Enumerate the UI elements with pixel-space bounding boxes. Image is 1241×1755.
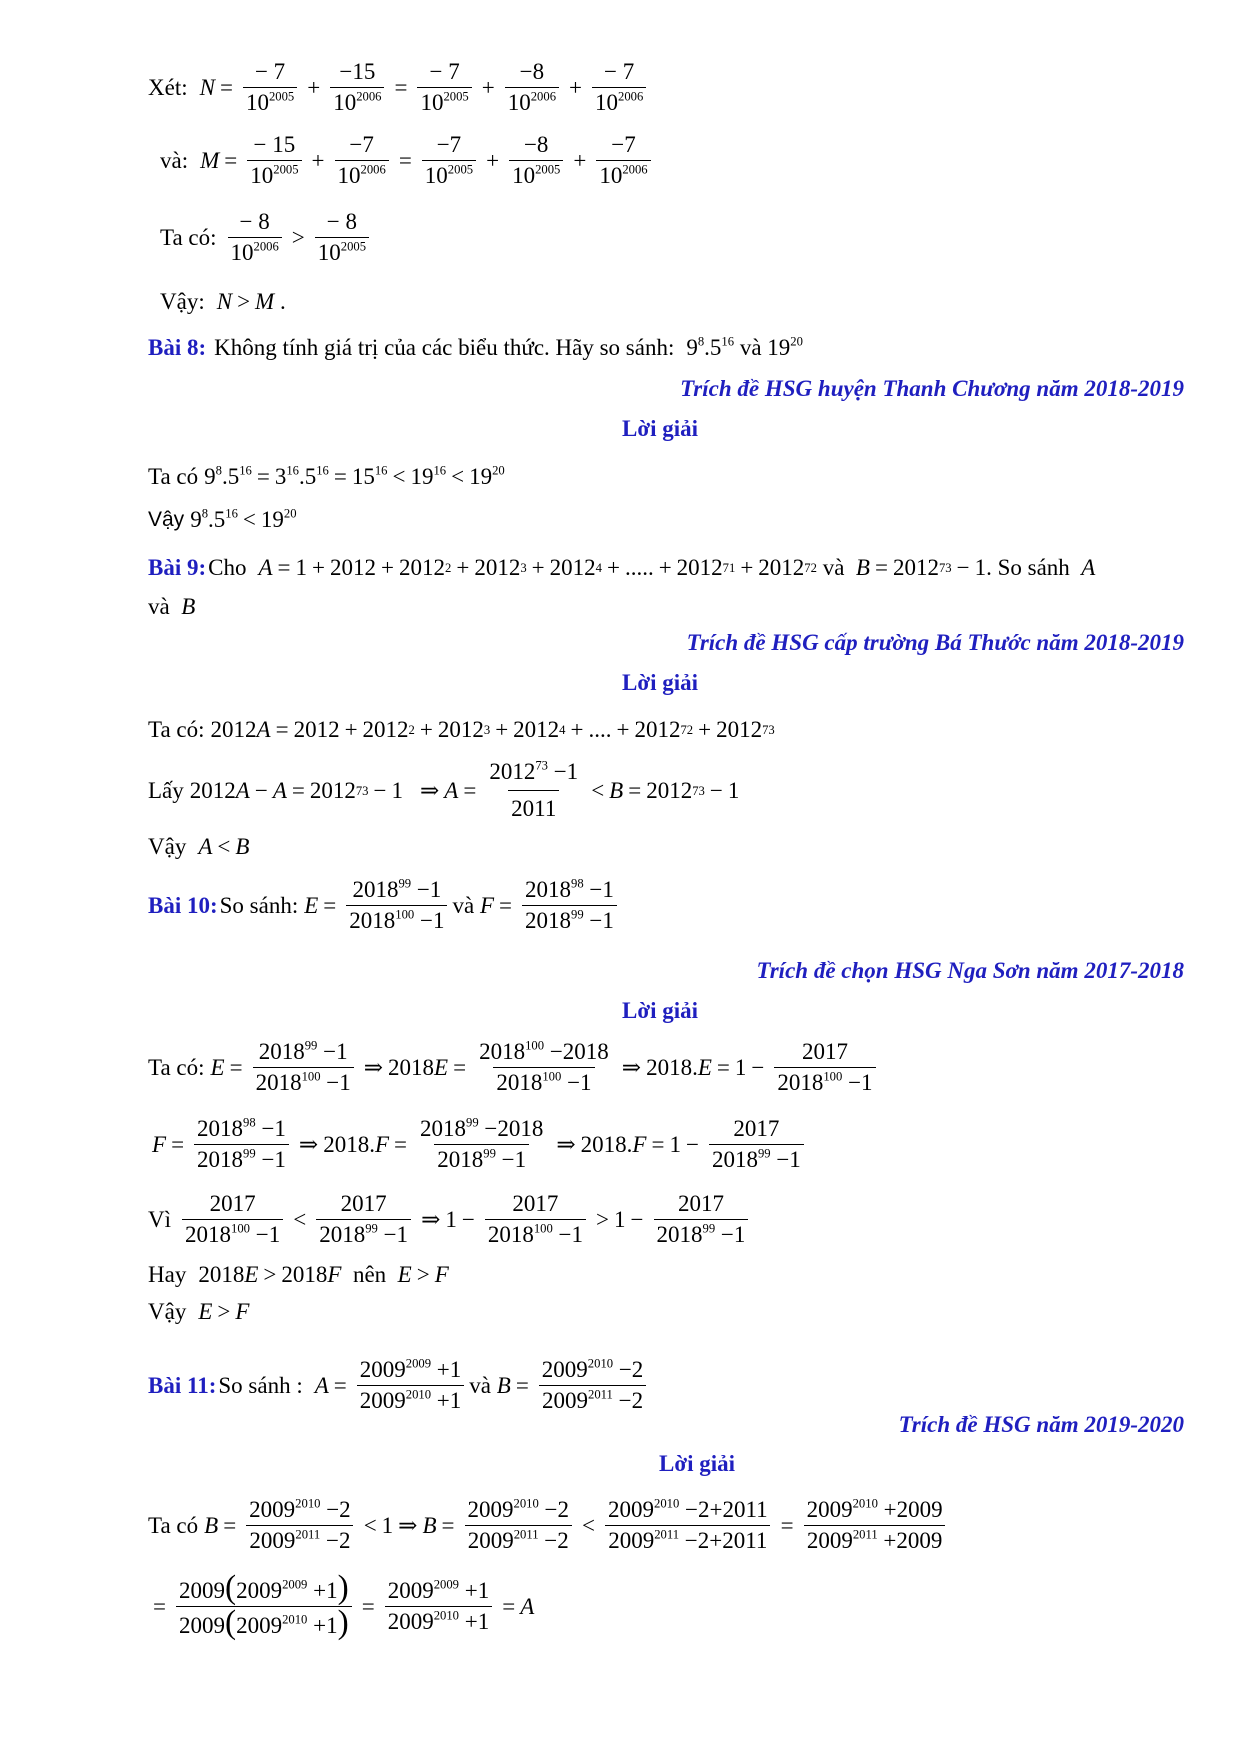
bai11-statement: Bài 11: So sánh : A = $\frac{2009^{2009} +1}{2009^{2010} +1}$ và B = $\frac{2009^{2010} -2}{2009^{2011} -2}$ — [148, 1358, 651, 1413]
bai9-solution-line2: Lấy 2012 A − A = 2012 73 − 1 ⇒ A = $\frac{2012^{73} -1}{2011}$ < B = 2012 73 − 1 — [148, 758, 740, 822]
vay-label: Vậy — [148, 1299, 187, 1324]
ta-co-label: Ta có: — [160, 225, 217, 251]
bai9-va-2: và — [148, 594, 170, 619]
so-sanh-label: So sánh : — [218, 1373, 303, 1399]
bai10-va: và — [452, 893, 475, 919]
bai9-conclusion-line: Vậy A < B — [148, 834, 250, 859]
vi-label: Vì — [148, 1207, 171, 1233]
hay-label: Hay — [148, 1262, 187, 1287]
bai8-solution-line: Ta có $9^8.5^{16}$ = $3^{16}.5^{16}$ = $15^{16}$ < $19^{16}$ < $19^{20}$ — [148, 463, 505, 489]
vay-n-m-line: Vậy: N > M . — [160, 289, 286, 314]
bai10-label: Bài 10: — [148, 893, 218, 919]
bai10-statement: Bài 10: So sánh: E = $\frac{2018^{99} -1}{2018^{100} -1}$ và F = $\frac{2018^{98} -1}{2018^{99} -1}$ — [148, 878, 622, 933]
bai10-loi-giai: Lời giải — [622, 998, 698, 1023]
bai9-source: Trích đề HSG cấp trường Bá Thước năm 2018-2019 — [686, 630, 1184, 655]
bai11-label: Bài 11: — [148, 1373, 217, 1399]
bai8-va: và — [739, 335, 762, 360]
bai10-source: Trích đề chọn HSG Nga Sơn năm 2017-2018 — [756, 958, 1184, 983]
va-m-line: và: M = $\frac{- 15}{10^{2005}}$ + $\frac{-7}{10^{2006}}$ = $\frac{-7}{10^{2005}}$ + $\frac{-8}{10^{2005}}$ + $\frac{-7}{10^{2006}}$ — [160, 133, 656, 188]
bai11-source: Trích đề HSG năm 2019-2020 — [898, 1412, 1184, 1437]
bai11-loi-giai: Lời giải — [659, 1451, 735, 1476]
bai10-solution-line4: Hay 2018 E > 2018 F nên E > F — [148, 1262, 449, 1287]
bai9-loi-giai: Lời giải — [622, 670, 698, 695]
nen-label: nên — [352, 1262, 387, 1287]
va-label: và: — [160, 148, 189, 174]
ta-co-label: Ta có — [148, 464, 199, 489]
bai11-solution-line2: = $\frac{2009(2009^{2009} +1)}{2009(2009^{2010} +1)}$ = $\frac{2009^{2009} +1}{2009^{2010} +1}$ = A — [153, 1569, 535, 1642]
bai8-loi-giai: Lời giải — [622, 416, 698, 441]
bai10-solution-line1: Ta có: E = $\frac{2018^{99} -1}{2018^{100} -1}$ ⇒ 2018 E = $\frac{2018^{100} -2018}{2018^{100} -1}$ ⇒ 2018. E = 1 − $\frac{2017}{2018^{100} -1}$ — [148, 1040, 881, 1095]
bai9-so-sanh: . So sánh — [986, 555, 1070, 580]
bai11-va: và — [469, 1373, 491, 1399]
bai9-va: và — [822, 555, 845, 580]
cho-label: Cho — [208, 555, 247, 580]
xet-label: Xét: — [148, 75, 188, 101]
bai8-text: Không tính giá trị của các biểu thức. Hãy so sánh: — [214, 335, 675, 360]
lay-label: Lấy — [148, 778, 184, 804]
bai8-statement: Bài 8: Không tính giá trị của các biểu thức. Hãy so sánh: $9^8.5^{16}$ và $19^{20}$ — [148, 334, 803, 360]
bai9-statement-cont: và B — [148, 594, 196, 619]
xet-line: Xét: N = $\frac{- 7}{10^{2005}}$ + $\frac{-15}{10^{2006}}$ = $\frac{- 7}{10^{2005}}$ + $\frac{-8}{10^{2006}}$ + $\frac{- 7}{10^{2006}}$ — [148, 60, 651, 115]
bai8-source: Trích đề HSG huyện Thanh Chương năm 2018-2019 — [680, 376, 1184, 401]
vay-label: Vậy — [148, 834, 187, 859]
bai9-statement: Bài 9: Cho A = 1 + 2012 + 2012 2 + 2012 3 + 2012 4 + ..... + 2012 71 + 2012 72 và B = 2012 73 − 1 . So sánh A — [148, 555, 1096, 580]
ta-co-label: Ta có: — [148, 1055, 205, 1081]
bai10-conclusion-line: Vậy E > F — [148, 1299, 250, 1324]
bai8-conclusion-line: Vậy $9^8.5^{16}$ < $19^{20}$ — [148, 506, 297, 532]
bai10-solution-line3: Vì $\frac{2017}{2018^{100} -1}$ < $\frac{2017}{2018^{99} -1}$ ⇒ 1 − $\frac{2017}{2018^{100} -1}$ > 1 − $\frac{2017}{2018^{99} -1}$ — [148, 1192, 753, 1247]
bai10-solution-line2: F = $\frac{2018^{98} -1}{2018^{99} -1}$ ⇒ 2018. F = $\frac{2018^{99} -2018}{2018^{99} -1}$ ⇒ 2018. F = 1 − $\frac{2017}{2018^{99} -1}$ — [152, 1117, 809, 1172]
ta-co-label: Ta có: — [148, 717, 205, 742]
bai9-label: Bài 9: — [148, 555, 207, 580]
so-sanh-label: So sánh: — [219, 893, 299, 919]
ta-co-compare-line: Ta có: $\frac{- 8}{10^{2006}}$ > $\frac{- 8}{10^{2005}}$ — [160, 210, 374, 265]
vay-label: Vậy: — [160, 289, 205, 314]
bai8-label: Bài 8: — [148, 335, 207, 360]
bai9-solution-line1: Ta có: 2012 A = 2012 + 2012 2 + 2012 3 + 2012 4 + .... + 2012 72 + 2012 73 — [148, 717, 775, 742]
vay-label: Vậy — [148, 508, 185, 531]
bai11-solution-line1: Ta có B = $\frac{2009^{2010} -2}{2009^{2011} -2}$ < 1 ⇒ B = $\frac{2009^{2010} -2}{2009^{2011} -2}$ < $\frac{2009^{2010} -2+2011}{2009^{2011} -2+2011}$ = $\frac{2009^{2010} +2009}{2009^{2011} +2009}$ — [148, 1498, 951, 1553]
ta-co-label: Ta có — [148, 1513, 199, 1539]
